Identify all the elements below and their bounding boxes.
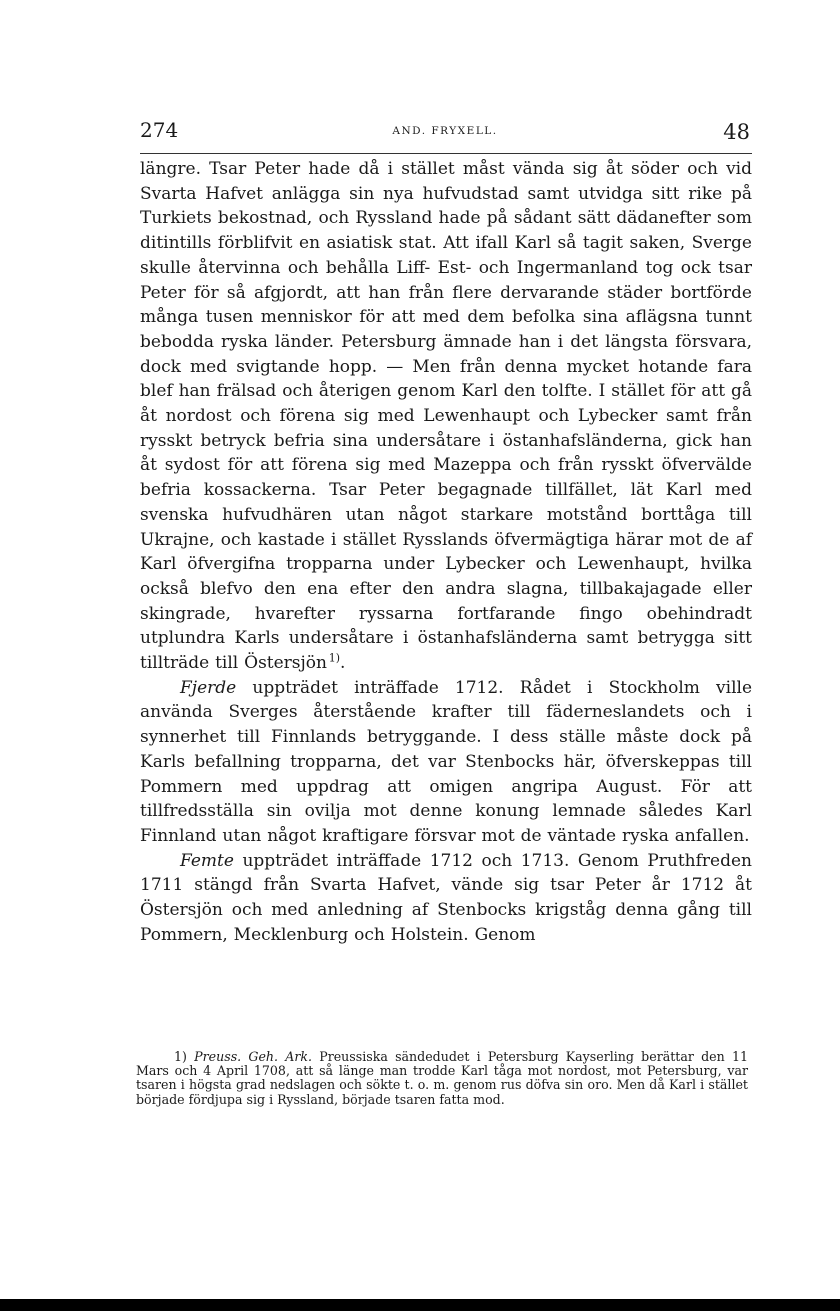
paragraph-2 [140,676,752,849]
footnote-marker: 1) [174,1049,187,1064]
footnote-source: Preuss. Geh. Ark. [194,1049,312,1064]
paragraph-3-text: uppträdet inträffade 1712 och 1713. Genom Pruthfreden 1711 stängd från Svarta Hafvet, vände sig tsar Peter år 1712 åt Östersjön och med anledning af Stenbocks krigståg denna gång till Pommern, Mecklenburg och Holstein. Genom [140,850,752,945]
main-text [140,157,752,948]
footnote-reference: 1) [328,651,340,665]
page-header [140,112,750,148]
paragraph-2-text: uppträdet inträffade 1712. Rådet i Stockholm ville använda Sverges återstående krafter till fäderneslandets och i synnerhet till Finnlands betryggande. I dess ställe måste dock på Karls befallning tropparna, det var Stenbocks här, öfverskeppas till Pommern med uppdrag att omigen angripa August. För att tillfredsställa sin ovilja mot denne konung lemnade således Karl Finnland utan något kraftigare försvar mot de väntade ryska anfallen. [140,677,753,846]
paragraph-3 [140,849,752,948]
paragraph-1: längre. Tsar Peter hade då i stället måst vända sig åt söder och vid Svarta Hafvet anlägga sin nya hufvudstad samt utvidga sitt rike på Turkiets bekostnad, och Ryssland hade på sådant sätt dädanefter som ditintills förblifvit en asiatisk stat. Att ifall Karl så tagit saken, Sverge skulle återvinna och behålla Liff- Est- och Ingermanland tog ock tsar Peter för så afgjordt, att han från flere dervarande städer bortförde många tusen menniskor för att med dem befolka sina aflägsna tunnt bebodda ryska länder. Petersburg ämnade han i det längsta försvara, dock med svigtande hopp. — Men från denna mycket hotande fara blef han frälsad och återigen genom Karl den tolfte. I stället för att gå åt nordost och förena sig med Lewenhaupt och Lybecker samt från rysskt betryck befria sina undersåtare i östanhafsländerna, gick han åt sydost för att förena sig med Mazeppa och från rysskt öfvervälde befria kossackerna. Tsar Peter begagnade tillfället, lät Karl med svenska hufvudhären utan något starkare motstånd borttåga till Ukrajne, och kastade i stället Rysslands öfvermägtiga härar mot de af Karl öfvergifna tropparna under Lybecker och Lewenhaupt, hvilka också blefvo den ena efter den andra slagna, tillbakajagade eller skingrade, hvarefter ryssarna fortfarande fingo obehindradt utplundra Karls undersåtare i östanhafsländerna samt betrygga sitt tillträde till Östersjön $^{1)}$. [140,159,752,674]
paragraph-3-lead: Femte [180,850,234,871]
footnote [136,1050,748,1107]
paragraph-2-lead: Fjerde [180,677,237,698]
paragraph-1-text: längre. Tsar Peter hade då i stället måst vända sig åt söder och vid Svarta Hafvet anlägga sin nya hufvudstad samt utvidga sitt rike på Turkiets bekostnad, och Ryssland hade på sådant sätt dädanefter som ditintills förblifvit en asiatisk stat. Att ifall Karl så tagit saken, Sverge skulle återvinna och behålla Liff- Est- och Ingermanland tog ock tsar Peter för så afgjordt, att han från flere dervarande städer bortförde många tusen menniskor för att med dem befolka sina aflägsna tunnt bebodda ryska länder. Petersburg ämnade han i det längsta försvara, dock med svigtande hopp. — Men från denna mycket hotande fara blef han frälsad och återigen genom Karl den tolfte. I stället för att gå åt nordost och förena sig med Lewenhaupt och Lybecker samt från rysskt betryck befria sina undersåtare i östanhafsländerna, gick han åt sydost för att förena sig med Mazeppa och från rysskt öfvervälde befria kossackerna. Tsar Peter begagnade tillfället, lät Karl med svenska hufvudhären utan något starkare motstånd borttåga till Ukrajne, och kastade i stället Rysslands öfvermägtiga härar mot de af Karl öfvergifna tropparna under Lybecker och Lewenhaupt, hvilka också blefvo den ena efter den andra slagna, tillbakajagade eller skingrade, hvarefter ryssarna fortfarande fingo obehindradt utplundra Karls undersåtare i östanhafsländerna samt betrygga sitt tillträde till Östersjön [140,159,752,674]
header-rule [140,153,752,154]
scan-edge-band [0,1299,840,1311]
footnote-text: Preussiska sändedudet i Petersburg Kayserling berättar den 11 Mars och 4 April 1708, att så länge man trodde Karl tåga mot nordost, mot Petersburg, var tsaren i högsta grad nedslagen och sökte t. o. m. genom rus döfva sin oro. Men då Karl i stället började fördjupa sig i Ryssland, började tsaren fatta mod. [136,1049,748,1107]
footnote-paragraph [136,1050,748,1107]
running-head: AND. FRYXELL. [392,125,498,137]
signature-mark: 48 [723,120,750,144]
page-number: 274 [140,118,179,142]
